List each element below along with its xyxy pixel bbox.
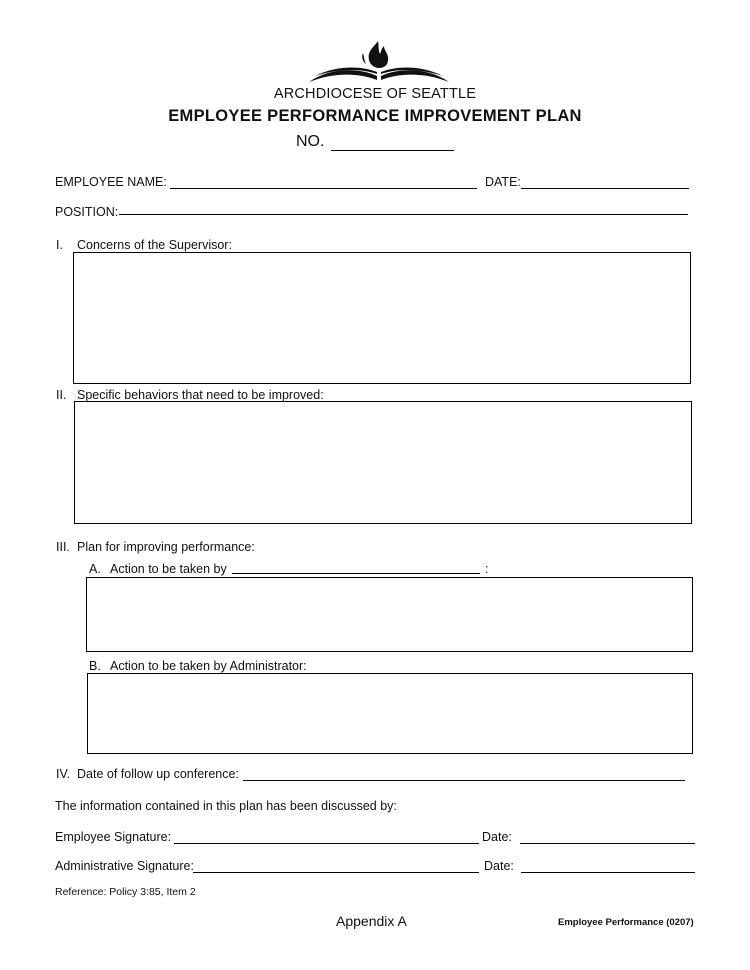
date-field[interactable]: [521, 188, 689, 189]
admin-signature-label: Administrative Signature:: [55, 859, 194, 873]
action-a-box[interactable]: [86, 577, 693, 652]
supervisor-concerns-box[interactable]: [73, 252, 691, 384]
follow-up-date-field[interactable]: [243, 780, 685, 781]
form-title: EMPLOYEE PERFORMANCE IMPROVEMENT PLAN: [168, 107, 582, 125]
appendix-label: Appendix A: [336, 913, 407, 929]
section-1-label: Concerns of the Supervisor:: [77, 238, 232, 252]
employee-signature-field[interactable]: [174, 843, 479, 844]
position-label: POSITION:: [55, 205, 119, 219]
form-code: Employee Performance (0207): [558, 917, 694, 928]
discussed-statement: The information contained in this plan has been discussed by:: [55, 799, 397, 813]
admin-signature-field[interactable]: [193, 872, 479, 873]
section-4-numeral: IV.: [56, 767, 71, 781]
section-3-numeral: III.: [56, 540, 70, 554]
position-field[interactable]: [119, 214, 688, 215]
admin-signature-date-field[interactable]: [521, 872, 695, 873]
open-book-with-flame-icon: [305, 38, 453, 84]
section-2-numeral: II.: [56, 388, 67, 402]
employee-signature-date-field[interactable]: [520, 843, 695, 844]
employee-signature-label: Employee Signature:: [55, 830, 172, 844]
organization-name: ARCHDIOCESE OF SEATTLE: [273, 86, 477, 102]
section-3a-colon: :: [485, 562, 489, 576]
section-4-label: Date of follow up conference:: [77, 767, 239, 781]
action-by-field[interactable]: [232, 573, 480, 574]
section-3b-label: Action to be taken by Administrator:: [110, 659, 307, 673]
section-3a-letter: A.: [89, 562, 101, 576]
employee-signature-date-label: Date:: [482, 830, 512, 844]
date-label: DATE:: [485, 175, 521, 189]
behaviors-box[interactable]: [74, 401, 692, 524]
section-3a-label: Action to be taken by: [110, 562, 227, 576]
form-number-label: NO.: [296, 133, 325, 150]
section-3-label: Plan for improving performance:: [77, 540, 255, 554]
section-2-label: Specific behaviors that need to be improved:: [77, 388, 324, 402]
employee-name-label: EMPLOYEE NAME:: [55, 175, 167, 189]
admin-signature-date-label: Date:: [484, 859, 514, 873]
section-3b-letter: B.: [89, 659, 101, 673]
action-b-box[interactable]: [87, 673, 693, 754]
policy-reference: Reference: Policy 3:85, Item 2: [55, 886, 196, 898]
employee-name-field[interactable]: [170, 188, 477, 189]
section-1-numeral: I.: [56, 238, 63, 252]
form-number-field[interactable]: [331, 150, 454, 151]
